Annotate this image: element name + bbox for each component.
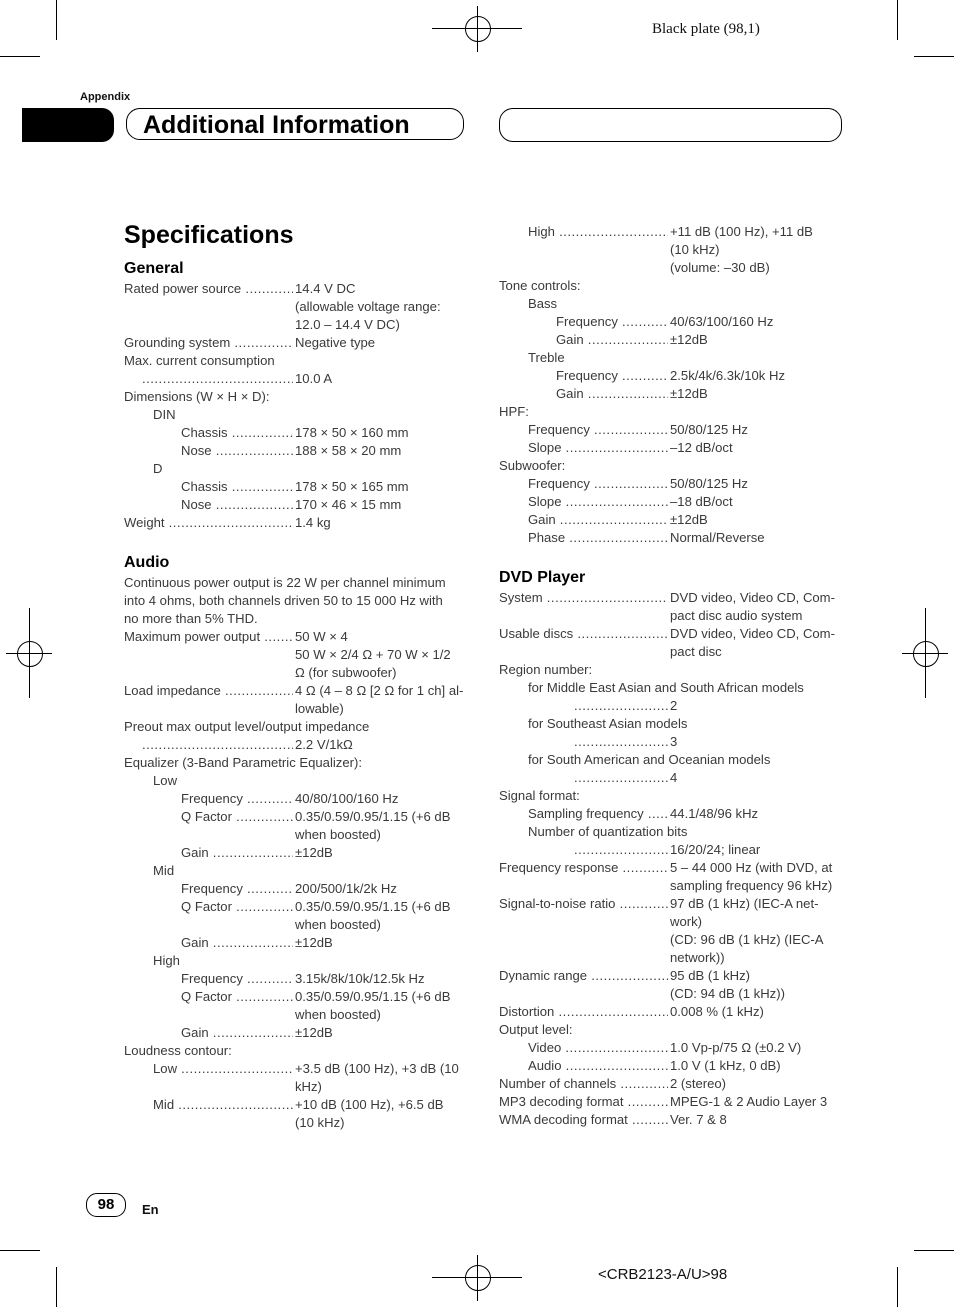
spec-value: 5 – 44 000 Hz (with DVD, at [670,860,833,875]
spec-label: Distortion ..... [499,1003,668,1021]
spec-text: Continuous power output is 22 W per channel minimum [124,575,446,590]
registration-mark-circle [17,641,43,667]
spec-text: Low [153,773,178,788]
spec-text: HPF: [499,404,529,419]
spec-value: (10 kHz) [670,242,720,257]
spec-text: Number of quantization bits [528,824,688,839]
spec-value: (allowable voltage range: [295,299,441,314]
page-number: 98 [86,1193,126,1217]
spec-value: 40/63/100/160 Hz [670,314,774,329]
spec-value: 95 dB (1 kHz) [670,968,751,983]
spec-value: 2.5k/4k/6.3k/10k Hz [670,368,785,383]
spec-value: 1.4 kg [295,515,331,530]
spec-value: 0.008 % (1 kHz) [670,1004,764,1019]
registration-mark-circle [465,1265,491,1291]
spec-label: Video ..... [528,1039,668,1057]
document-code: <CRB2123-A/U>98 [598,1266,728,1283]
spec-label: Number of channels ..... [499,1075,668,1093]
spec-label: Signal-to-noise ratio ..... [499,895,668,913]
spec-value: 4 [670,770,678,785]
spec-value: 97 dB (1 kHz) (IEC-A net- [670,896,819,911]
spec-value: –12 dB/oct [670,440,733,455]
spec-text: DIN [153,407,176,422]
spec-value: ±12dB [670,386,708,401]
spec-value: ±12dB [670,512,708,527]
spec-value: sampling frequency 96 kHz) [670,878,833,893]
plate-label: Black plate (98,1) [652,21,760,37]
crop-mark [56,1267,57,1307]
spec-text: for Southeast Asian models [528,716,688,731]
spec-label: System ..... [499,589,668,607]
spec-value: 3.15k/8k/10k/12.5k Hz [295,971,425,986]
page-title: Specifications [124,221,294,249]
spec-label: Weight ..... [124,514,293,532]
spec-value: when boosted) [295,1007,381,1022]
spec-value: when boosted) [295,917,381,932]
spec-label [142,736,293,754]
spec-value: +3.5 dB (100 Hz), +3 dB (10 [295,1061,459,1076]
spec-value: –18 dB/oct [670,494,733,509]
spec-label: Rated power source ..... [124,280,293,298]
language-label: En [142,1202,159,1217]
spec-value: network)) [670,950,725,965]
spec-label: Frequency response ..... [499,859,668,877]
spec-text: Region number: [499,662,593,677]
chapter-tab [22,108,114,142]
spec-value: 16/20/24; linear [670,842,761,857]
spec-value: 170 × 46 × 15 mm [295,497,402,512]
appendix-label: Appendix [80,91,131,103]
spec-label: Frequency ..... [181,970,293,988]
spec-value: 178 × 50 × 160 mm [295,425,409,440]
spec-label: High ..... [528,223,668,241]
spec-label: Q Factor ..... [181,898,293,916]
spec-label: Gain ..... [181,934,293,952]
spec-text: Signal format: [499,788,580,803]
spec-value: ±12dB [295,1025,333,1040]
spec-value: 50/80/125 Hz [670,476,748,491]
spec-label: Slope ..... [528,493,668,511]
spec-label: MP3 decoding format ..... [499,1093,668,1111]
spec-value: MPEG-1 & 2 Audio Layer 3 [670,1094,828,1109]
registration-mark-circle [465,16,491,42]
spec-value: 0.35/0.59/0.95/1.15 (+6 dB [295,899,451,914]
spec-value: DVD video, Video CD, Com- [670,626,835,641]
spec-label: Gain ..... [181,1024,293,1042]
spec-value: 4 Ω (4 – 8 Ω [2 Ω for 1 ch] al- [295,683,464,698]
spec-label: Frequency ..... [556,313,668,331]
spec-text: Subwoofer: [499,458,566,473]
spec-value: 2 [670,698,678,713]
spec-value: 40/80/100/160 Hz [295,791,399,806]
spec-label [142,370,293,388]
spec-label: Frequency ..... [181,880,293,898]
spec-value: pact disc audio system [670,608,803,623]
spec-text: Mid [153,863,175,878]
spec-label: Q Factor ..... [181,808,293,826]
audio-heading: Audio [124,554,170,571]
crop-mark [0,1250,40,1251]
spec-value: +11 dB (100 Hz), +11 dB [670,224,813,239]
spec-label: Gain ..... [556,331,668,349]
spec-label: Dynamic range ..... [499,967,668,985]
spec-value: Normal/Reverse [670,530,765,545]
spec-value: 0.35/0.59/0.95/1.15 (+6 dB [295,989,451,1004]
spec-text: Dimensions (W × H × D): [124,389,270,404]
spec-label [574,769,668,787]
spec-value: lowable) [295,701,344,716]
spec-text: Loudness contour: [124,1043,232,1058]
spec-value: pact disc [670,644,722,659]
spec-label: Usable discs ..... [499,625,668,643]
spec-value: when boosted) [295,827,381,842]
spec-label: Frequency ..... [181,790,293,808]
spec-value: DVD video, Video CD, Com- [670,590,835,605]
spec-value: work) [670,914,703,929]
spec-value: (volume: –30 dB) [670,260,770,275]
spec-value: 44.1/48/96 kHz [670,806,759,821]
spec-value: 188 × 58 × 20 mm [295,443,402,458]
spec-text: Equalizer (3-Band Parametric Equalizer): [124,755,362,770]
spec-label: Low ..... [153,1060,293,1078]
spec-text: into 4 ohms, both channels driven 50 to 15 000 Hz with [124,593,443,608]
spec-value: 50/80/125 Hz [670,422,748,437]
spec-value: 178 × 50 × 165 mm [295,479,409,494]
spec-label [574,841,668,859]
spec-text: D [153,461,163,476]
spec-label: Frequency ..... [556,367,668,385]
spec-label: Chassis ..... [181,424,293,442]
spec-value: 50 W × 2/4 Ω + 70 W × 1/2 [295,647,451,662]
spec-value: +10 dB (100 Hz), +6.5 dB [295,1097,444,1112]
chapter-title: Additional Information [126,108,464,140]
spec-label: Slope ..... [528,439,668,457]
crop-mark [897,0,898,40]
spec-value: (10 kHz) [295,1115,345,1130]
spec-value: Ver. 7 & 8 [670,1112,727,1127]
spec-label: Nose ..... [181,496,293,514]
spec-value: 3 [670,734,678,749]
spec-text: for Middle East Asian and South African models [528,680,804,695]
spec-label: Maximum power output ..... [124,628,293,646]
spec-text: Max. current consumption [124,353,275,368]
spec-value: 12.0 – 14.4 V DC) [295,317,400,332]
dvd-player-heading: DVD Player [499,569,586,586]
spec-label: Gain ..... [181,844,293,862]
spec-value: ±12dB [670,332,708,347]
crop-mark [897,1267,898,1307]
spec-value: (CD: 96 dB (1 kHz) (IEC-A [670,932,824,947]
spec-label: Chassis ..... [181,478,293,496]
spec-text: Treble [528,350,565,365]
crop-mark [914,56,954,57]
spec-value: Ω (for subwoofer) [295,665,397,680]
chapter-title-box-empty [499,108,842,142]
spec-text: for South American and Oceanian models [528,752,771,767]
spec-label: Mid ..... [153,1096,293,1114]
spec-value: 1.0 Vp-p/75 Ω (±0.2 V) [670,1040,802,1055]
spec-value: 2.2 V/1kΩ [295,737,353,752]
spec-value: 0.35/0.59/0.95/1.15 (+6 dB [295,809,451,824]
spec-label: Frequency ..... [528,421,668,439]
spec-label: Gain ..... [556,385,668,403]
spec-value: kHz) [295,1079,322,1094]
spec-label: Load impedance ..... [124,682,293,700]
spec-text: High [153,953,180,968]
spec-label: Frequency ..... [528,475,668,493]
spec-label: Gain ..... [528,511,668,529]
crop-mark [56,0,57,40]
spec-value: 14.4 V DC [295,281,356,296]
spec-value: 1.0 V (1 kHz, 0 dB) [670,1058,781,1073]
spec-text: Output level: [499,1022,573,1037]
spec-text: no more than 5% THD. [124,611,258,626]
crop-mark [0,56,40,57]
spec-value: 10.0 A [295,371,333,386]
spec-label [574,733,668,751]
spec-label: Grounding system ..... [124,334,293,352]
spec-label: Phase ..... [528,529,668,547]
spec-text: Preout max output level/output impedance [124,719,370,734]
spec-value: (CD: 94 dB (1 kHz)) [670,986,785,1001]
spec-value: Negative type [295,335,376,350]
spec-value: ±12dB [295,845,333,860]
spec-label: WMA decoding format ..... [499,1111,668,1129]
crop-mark [914,1250,954,1251]
spec-label: Nose ..... [181,442,293,460]
general-heading: General [124,260,184,277]
spec-value: 50 W × 4 [295,629,348,644]
spec-label [574,697,668,715]
spec-text: Tone controls: [499,278,581,293]
spec-label: Sampling frequency ..... [528,805,668,823]
spec-text: Bass [528,296,558,311]
spec-value: 200/500/1k/2k Hz [295,881,397,896]
registration-mark-circle [913,641,939,667]
spec-value: ±12dB [295,935,333,950]
spec-label: Audio ..... [528,1057,668,1075]
spec-label: Q Factor ..... [181,988,293,1006]
spec-value: 2 (stereo) [670,1076,727,1091]
